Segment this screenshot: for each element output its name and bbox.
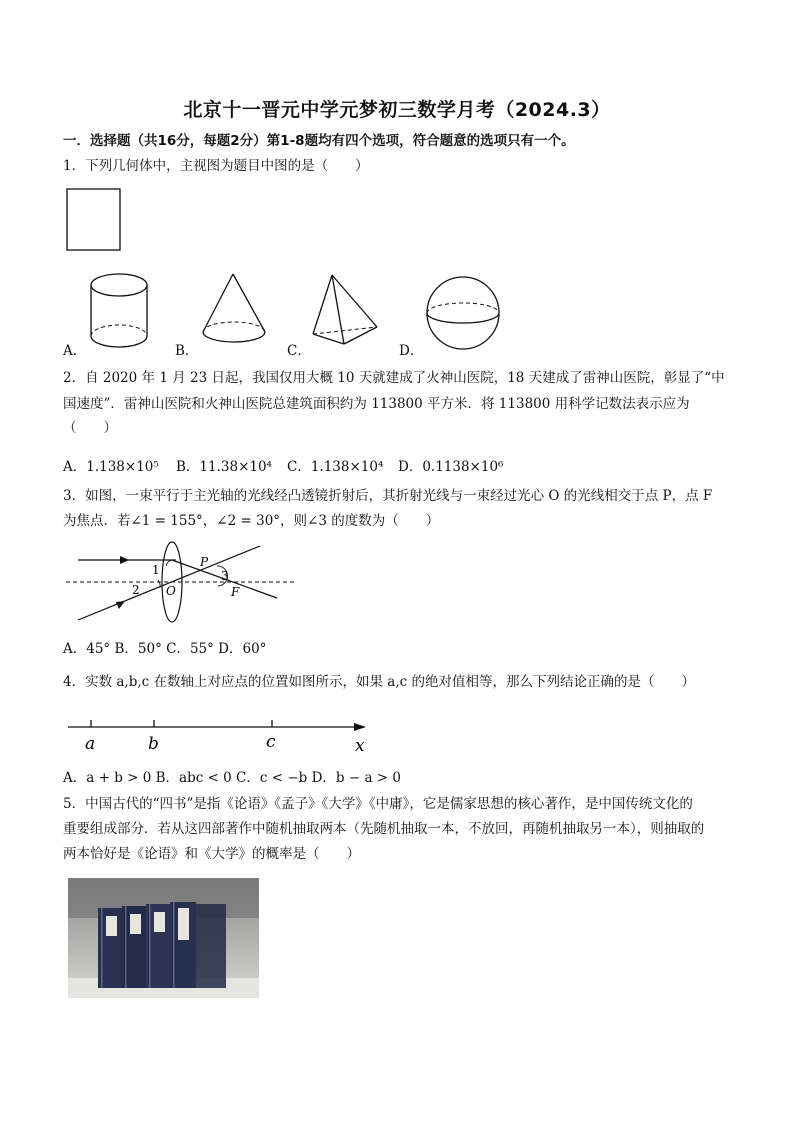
four-books-photo <box>68 878 259 998</box>
sphere-figure <box>425 275 501 351</box>
center-ray <box>78 546 260 620</box>
pyramid-figure <box>310 272 382 352</box>
q1-option-b: B． <box>175 343 199 359</box>
question-2-line-3: （ ） <box>63 420 117 436</box>
q1-option-c: C． <box>287 343 311 359</box>
question-5-line-2: 重要组成部分．若从这四部著作中随机抽取两本（先随机抽取一本，不放回，再随机抽取另一本），则抽取的 <box>63 821 705 837</box>
question-5-line-3: 两本恰好是《论语》和《大学》的概率是（ ） <box>63 846 360 862</box>
q2-option-c: C．1.138×10⁴ <box>287 459 384 475</box>
lens-diagram <box>64 540 304 628</box>
question-2-line-2: 国速度”．雷神山医院和火神山医院总建筑面积约为 113800 平方米．将 113800 用科学记数法表示应为 <box>63 396 690 412</box>
q2-option-b: B．11.38×10⁴ <box>176 459 272 475</box>
question-5-line-1: 5．中国古代的“四书”是指《论语》《孟子》《大学》《中庸》，它是儒家思想的核心著作，是中国传统文化的 <box>63 796 693 812</box>
number-line <box>68 712 368 756</box>
q1-front-view-square <box>66 188 122 252</box>
page-title: 北京十一晋元中学元梦初三数学月考（2024.3） <box>183 99 611 121</box>
q1-option-d: D． <box>399 343 424 359</box>
angle-3-label: 3 <box>221 569 229 583</box>
question-1-stem: 1．下列几何体中，主视图为题目中图的是（ ） <box>63 158 369 174</box>
q1-option-a: A． <box>63 343 87 359</box>
question-3-line-2: 为焦点．若∠1 = 155°，∠2 = 30°，则∠3 的度数为（ ） <box>63 513 440 529</box>
q2-option-a: A．1.138×10⁵ <box>63 459 159 475</box>
point-f-label: F <box>231 585 240 599</box>
angle-2-label: 2 <box>132 583 140 597</box>
q4-options: A．a + b > 0 B．abc < 0 C．c < −b D．b − a > 0 <box>63 770 401 786</box>
cylinder-figure <box>88 272 152 352</box>
q3-options: A．45° B．50° C．55° D．60° <box>63 641 267 657</box>
point-p-label: P <box>200 555 209 569</box>
section-heading: 一．选择题（共16分，每题2分）第1-8题均有四个选项，符合题意的选项只有一个。 <box>63 133 575 149</box>
cone-figure <box>200 272 270 352</box>
angle-1-label: 1 <box>152 563 160 577</box>
point-c-label: c <box>266 732 276 752</box>
q2-option-d: D．0.1138×10⁶ <box>398 459 504 475</box>
question-4-stem: 4．实数 a,b,c 在数轴上对应点的位置如图所示，如果 a,c 的绝对值相等，那么下列结论正确的是（ ） <box>63 674 695 690</box>
question-2-line-1: 2．自 2020 年 1 月 23 日起，我国仅用大概 10 天就建成了火神山医院，18 天建成了雷神山医院，彰显了“中 <box>63 370 725 386</box>
axis-x-label: x <box>355 736 365 756</box>
question-3-line-1: 3．如图，一束平行于主光轴的光线经凸透镜折射后，其折射光线与一束经过光心 O 的光线相交于点 P，点 F <box>63 488 713 504</box>
point-b-label: b <box>148 734 159 754</box>
point-a-label: a <box>85 734 96 754</box>
point-o-label: O <box>166 584 176 598</box>
